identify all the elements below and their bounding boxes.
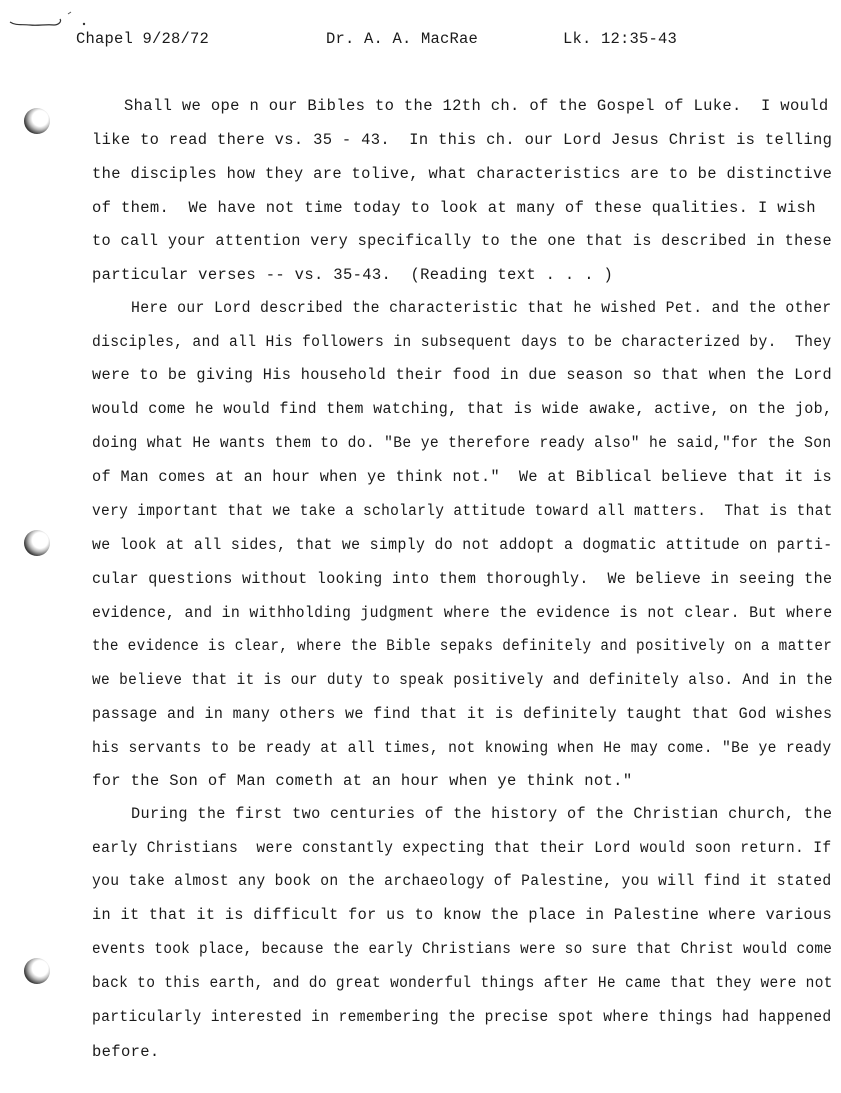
text-line: like to read there vs. 35 - 43. In this ch. our Lord Jesus Christ is telling — [92, 131, 833, 149]
text-line: Here our Lord described the characteristic that he wished Pet. and the other — [131, 299, 832, 317]
text-line: of them. We have not time today to look at many of these qualities. I wish — [92, 199, 816, 217]
text-line: would come he would find them watching, that is wide awake, active, on the job, — [92, 400, 833, 418]
text-line: the evidence is clear, where the Bible sepaks definitely and positively on a matter — [92, 637, 833, 655]
text-line: we look at all sides, that we simply do not addopt a dogmatic attitude on parti- — [92, 536, 833, 554]
punch-hole-icon — [24, 958, 50, 984]
text-line: cular questions without looking into them thoroughly. We believe in seeing the — [92, 570, 833, 588]
text-line: doing what He wants them to do. "Be ye therefore ready also" he said,"for the Son — [92, 434, 832, 452]
text-line: you take almost any book on the archaeology of Palestine, you will find it stated — [92, 872, 832, 890]
header-author: Dr. A. A. MacRae — [326, 30, 479, 48]
text-line: were to be giving His household their food in due season so that when the Lord — [92, 366, 833, 384]
header-reference: Lk. 12:35-43 — [563, 30, 678, 48]
pen-mark-scribble — [8, 10, 88, 32]
header-date: Chapel 9/28/72 — [76, 30, 210, 48]
text-line: to call your attention very specifically to the one that is described in these — [92, 232, 833, 250]
text-line: very important that we take a scholarly attitude toward all matters. That is that — [92, 502, 833, 520]
text-line: disciples, and all His followers in subsequent days to be characterized by. They — [92, 333, 832, 351]
text-line: of Man comes at an hour when ye think not." We at Biblical believe that it is — [92, 468, 833, 486]
text-line: particularly interested in remembering the precise spot where things had happened — [92, 1008, 832, 1026]
text-line: in it that it is difficult for us to know the place in Palestine where various — [92, 906, 833, 924]
text-line: back to this earth, and do great wonderful things after He came that they were not — [92, 974, 833, 992]
text-line: early Christians were constantly expecting that their Lord would soon return. If — [92, 839, 832, 857]
text-line: Shall we ope n our Bibles to the 12th ch. of the Gospel of Luke. I would — [124, 97, 829, 115]
punch-hole-icon — [24, 530, 50, 556]
text-line: the disciples how they are tolive, what characteristics are to be distinctive — [92, 165, 833, 183]
text-line: particular verses -- vs. 35-43. (Reading text . . . ) — [92, 266, 614, 284]
text-line: evidence, and in withholding judgment where the evidence is not clear. But where — [92, 604, 833, 622]
text-line: we believe that it is our duty to speak positively and definitely also. And in the — [92, 671, 833, 689]
text-line: before. — [92, 1043, 160, 1061]
text-line: events took place, because the early Christians were so sure that Christ would come — [92, 940, 833, 958]
punch-hole-icon — [24, 108, 50, 134]
text-line: his servants to be ready at all times, not knowing when He may come. "Be ye ready — [92, 739, 832, 757]
text-line: During the first two centuries of the history of the Christian church, the — [131, 805, 833, 823]
text-line: for the Son of Man cometh at an hour when ye think not." — [92, 772, 633, 790]
text-line: passage and in many others we find that it is definitely taught that God wishes — [92, 705, 833, 723]
